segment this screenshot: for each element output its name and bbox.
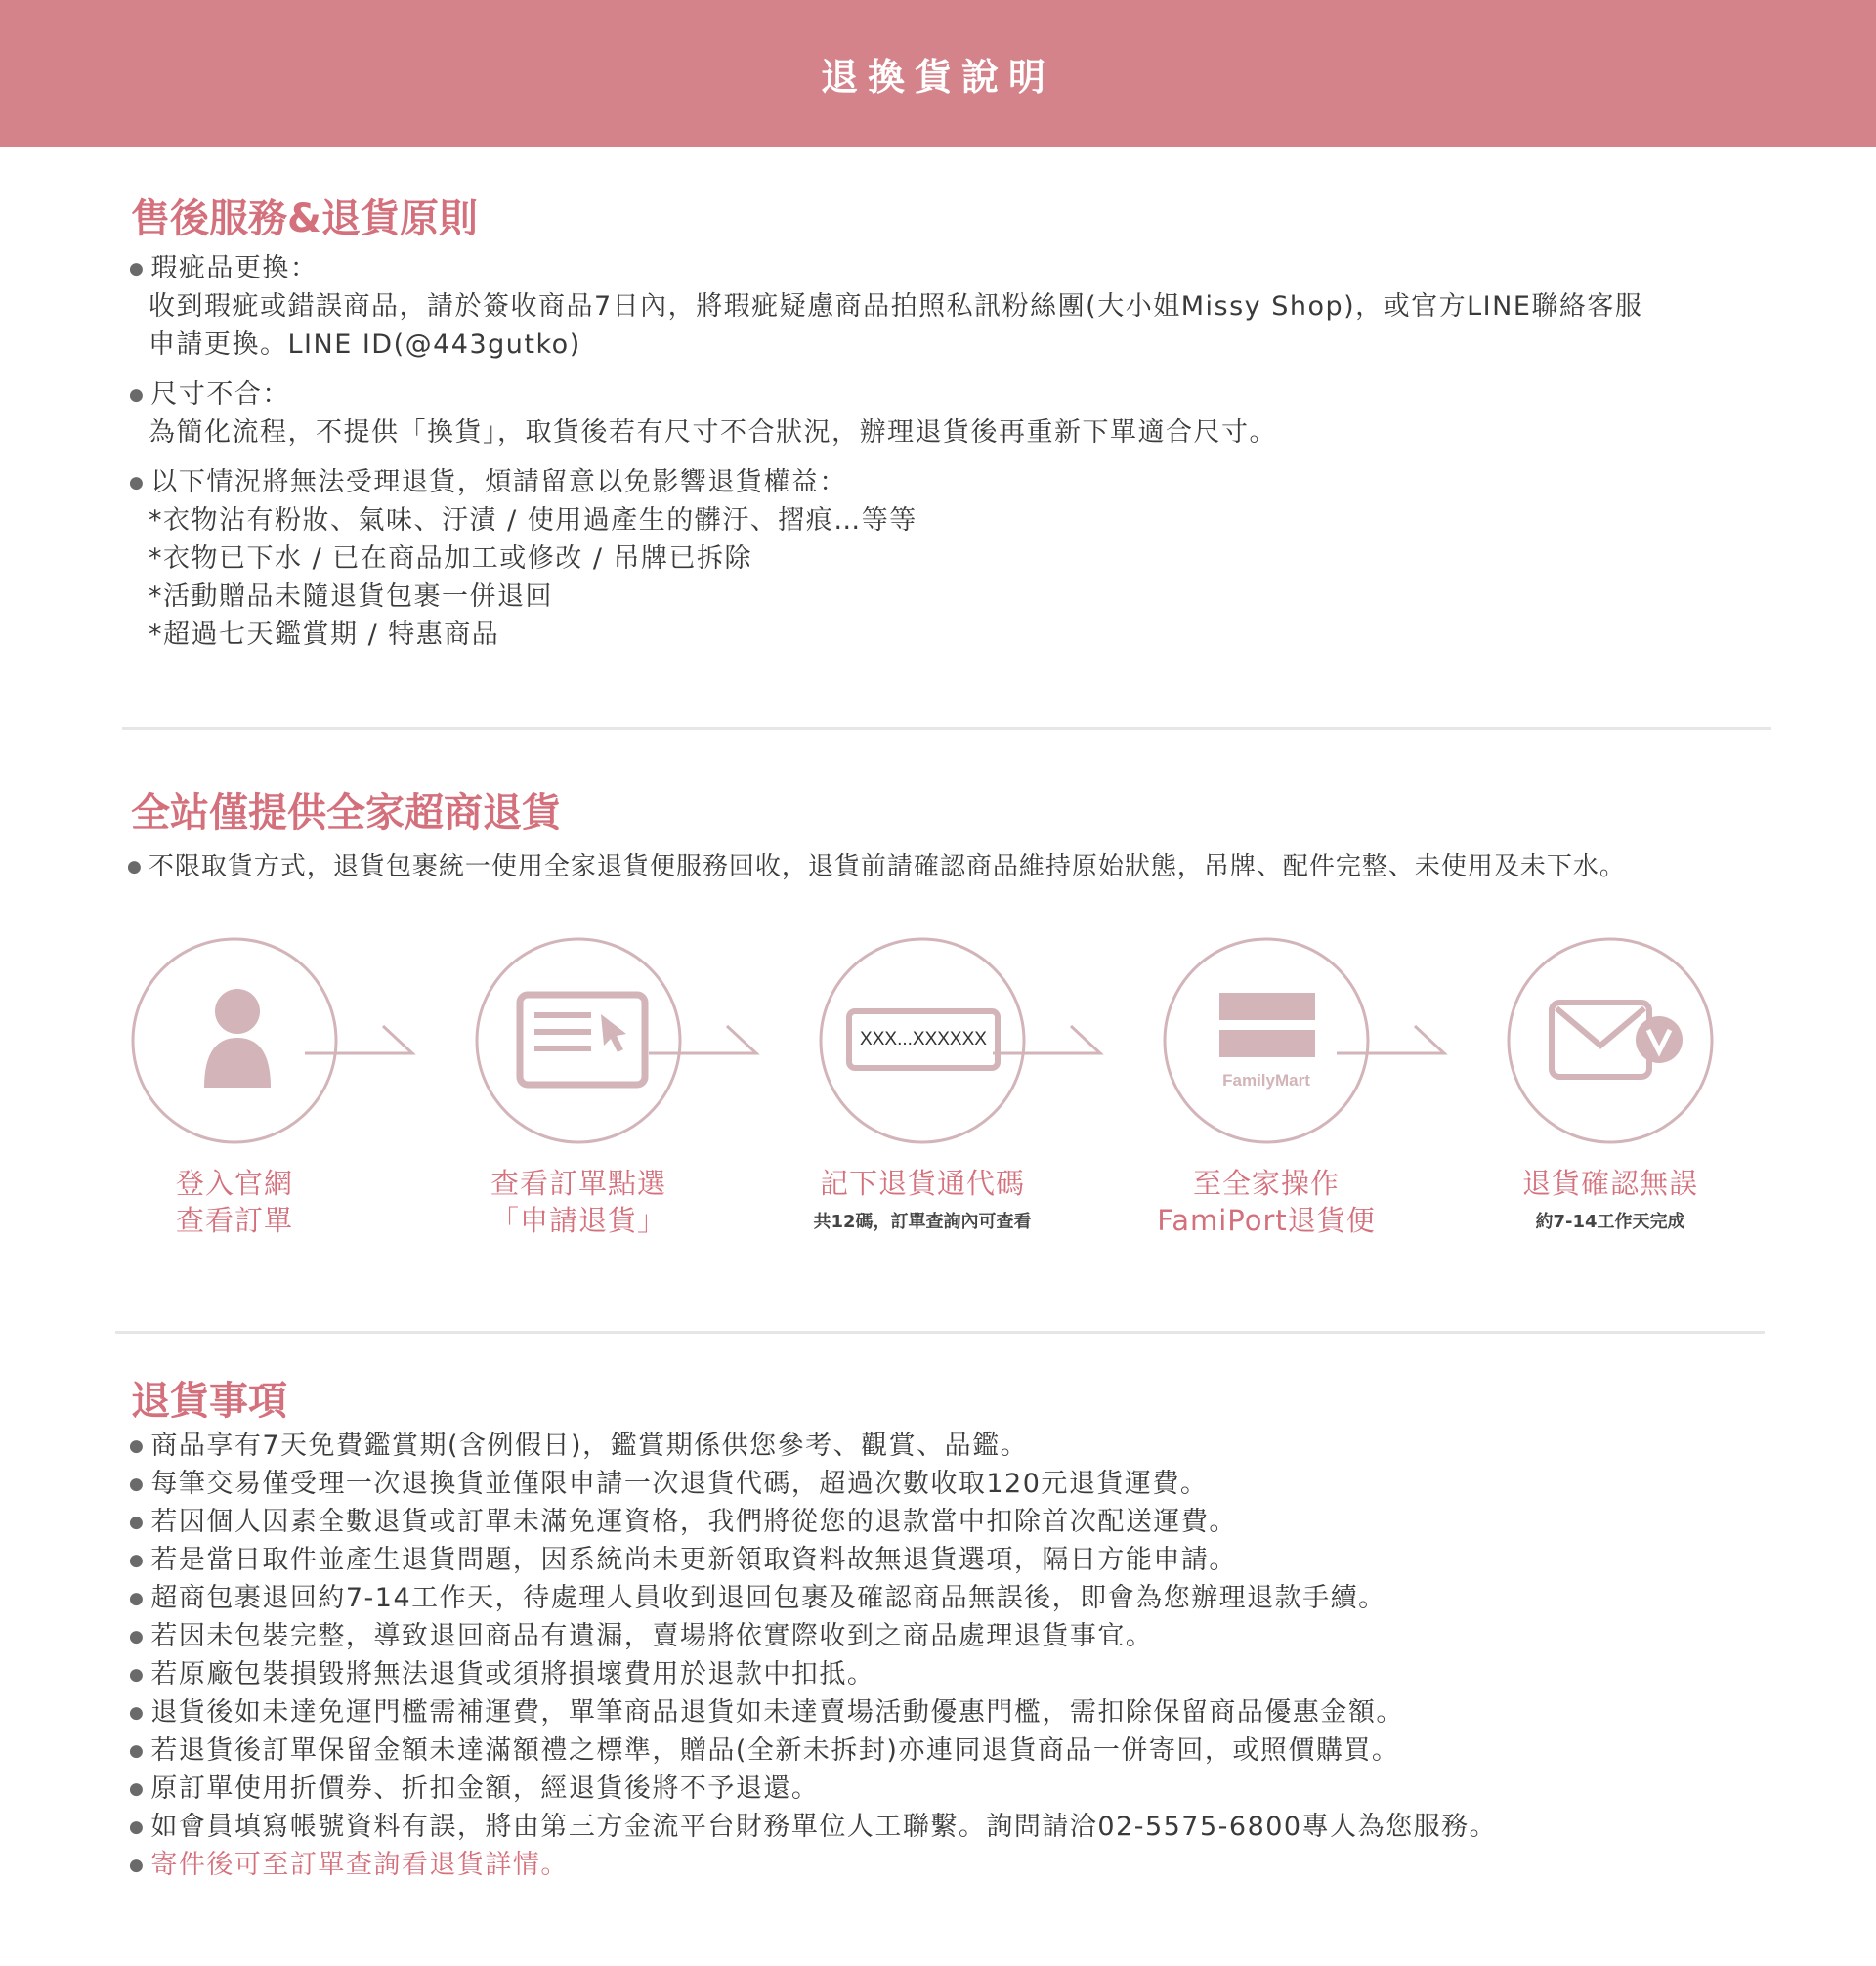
- page-title: 退換貨說明: [820, 55, 1055, 99]
- notes-item: ● 若是當日取件並產生退貨問題，因系統尚未更新領取資料故無退貨選項，隔日方能申請。: [129, 1541, 1237, 1580]
- arrow-icon: [991, 1022, 1104, 1057]
- step-label-code: 記下退貨通代碼 共12碼，訂單查詢內可查看: [813, 1167, 1032, 1232]
- defect-text-line2: 申請更換。LINE ID(@443gutko): [149, 329, 581, 360]
- section-divider: [122, 727, 1771, 730]
- defect-heading: ● 瑕疵品更換：: [129, 249, 318, 288]
- notes-item: ● 超商包裹退回約7-14工作天，待處理人員收到退回包裹及確認商品無誤後，即會為您辦理退款手續。: [129, 1579, 1386, 1618]
- notes-item: ● 若原廠包裝損毀將無法退貨或須將損壞費用於退款中扣抵。: [129, 1655, 874, 1694]
- notes-item: ● 若因未包裝完整，導致退回商品有遺漏，賣場將依實際收到之商品處理退貨事宜。: [129, 1617, 1153, 1656]
- defect-text-line1: 收到瑕疵或錯誤商品，請於簽收商品7日內，將瑕疵疑慮商品拍照私訊粉絲團(大小姐Missy Shop)，或官方LINE聯絡客服: [149, 291, 1643, 321]
- familymart-logo-text: FamilyMart: [1222, 1071, 1310, 1090]
- notes-item: ● 每筆交易僅受理一次退換貨並僅限申請一次退貨代碼，超過次數收取120元退貨運費。: [129, 1465, 1208, 1504]
- notes-item: ● 商品享有7天免費鑑賞期(含例假日)，鑑賞期係供您參考、觀賞、品鑑。: [129, 1427, 1028, 1466]
- section-divider: [115, 1331, 1765, 1334]
- notes-item: ● 退貨後如未達免運門檻需補運費，單筆商品退貨如未達賣場活動優惠門檻，需扣除保留商品優惠金額。: [129, 1693, 1404, 1732]
- refuse-item: *衣物已下水 / 已在商品加工或修改 / 吊牌已拆除: [149, 543, 753, 574]
- notes-highlight: ● 寄件後可至訂單查詢看退貨詳情。: [129, 1846, 569, 1885]
- step-label-famiport: 至全家操作 FamiPort退貨便: [1157, 1167, 1376, 1237]
- aftersales-title: 售後服務&退貨原則: [131, 196, 478, 241]
- familymart-title: 全站僅提供全家超商退貨: [131, 791, 561, 835]
- notes-item: ● 若退貨後訂單保留金額未達滿額禮之標準，贈品(全新未拆封)亦連同退貨商品一併寄回，或照價購買。: [129, 1731, 1399, 1771]
- notes-item: ● 如會員填寫帳號資料有誤，將由第三方金流平台財務單位人工聯繫。詢問請洽02-5575-6800專人為您服務。: [129, 1808, 1497, 1847]
- code-text: XXX...XXXXXX: [860, 1029, 987, 1049]
- refuse-item: *活動贈品未隨退貨包裹一併退回: [149, 581, 553, 612]
- step-label-apply: 查看訂單點選 「申請退貨」: [490, 1167, 666, 1237]
- arrow-icon: [647, 1022, 760, 1057]
- refuse-heading: ● 以下情況將無法受理退貨，煩請留意以免影響退貨權益：: [129, 463, 847, 502]
- arrow-icon: [1335, 1022, 1448, 1057]
- refuse-item: *衣物沾有粉妝、氣味、汙漬 / 使用過產生的髒汙、摺痕…等等: [149, 505, 917, 535]
- familymart-desc: ● 不限取貨方式，退貨包裹統一使用全家退貨便服務回收，退貨前請確認商品維持原始狀態，吊牌、配件完整、未使用及未下水。: [127, 848, 1626, 886]
- header-banner: [0, 0, 1876, 147]
- step-label-login: 登入官網 查看訂單: [175, 1167, 293, 1237]
- notes-title: 退貨事項: [131, 1379, 287, 1424]
- refuse-item: *超過七天鑑賞期 / 特惠商品: [149, 620, 500, 650]
- size-heading: ● 尺寸不合：: [129, 375, 290, 414]
- size-text: 為簡化流程，不提供「換貨」，取貨後若有尺寸不合狀況，辦理退貨後再重新下單適合尺寸。: [149, 417, 1277, 448]
- notes-item: ● 若因個人因素全數退貨或訂單未滿免運資格，我們將從您的退款當中扣除首次配送運費。: [129, 1503, 1237, 1542]
- step-label-confirm: 退貨確認無誤 約7-14工作天完成: [1521, 1167, 1698, 1232]
- mail-check-icon: [1506, 936, 1715, 1145]
- notes-item: ● 原訂單使用折價券、折扣金額，經退貨後將不予退還。: [129, 1770, 819, 1809]
- arrow-icon: [303, 1022, 416, 1057]
